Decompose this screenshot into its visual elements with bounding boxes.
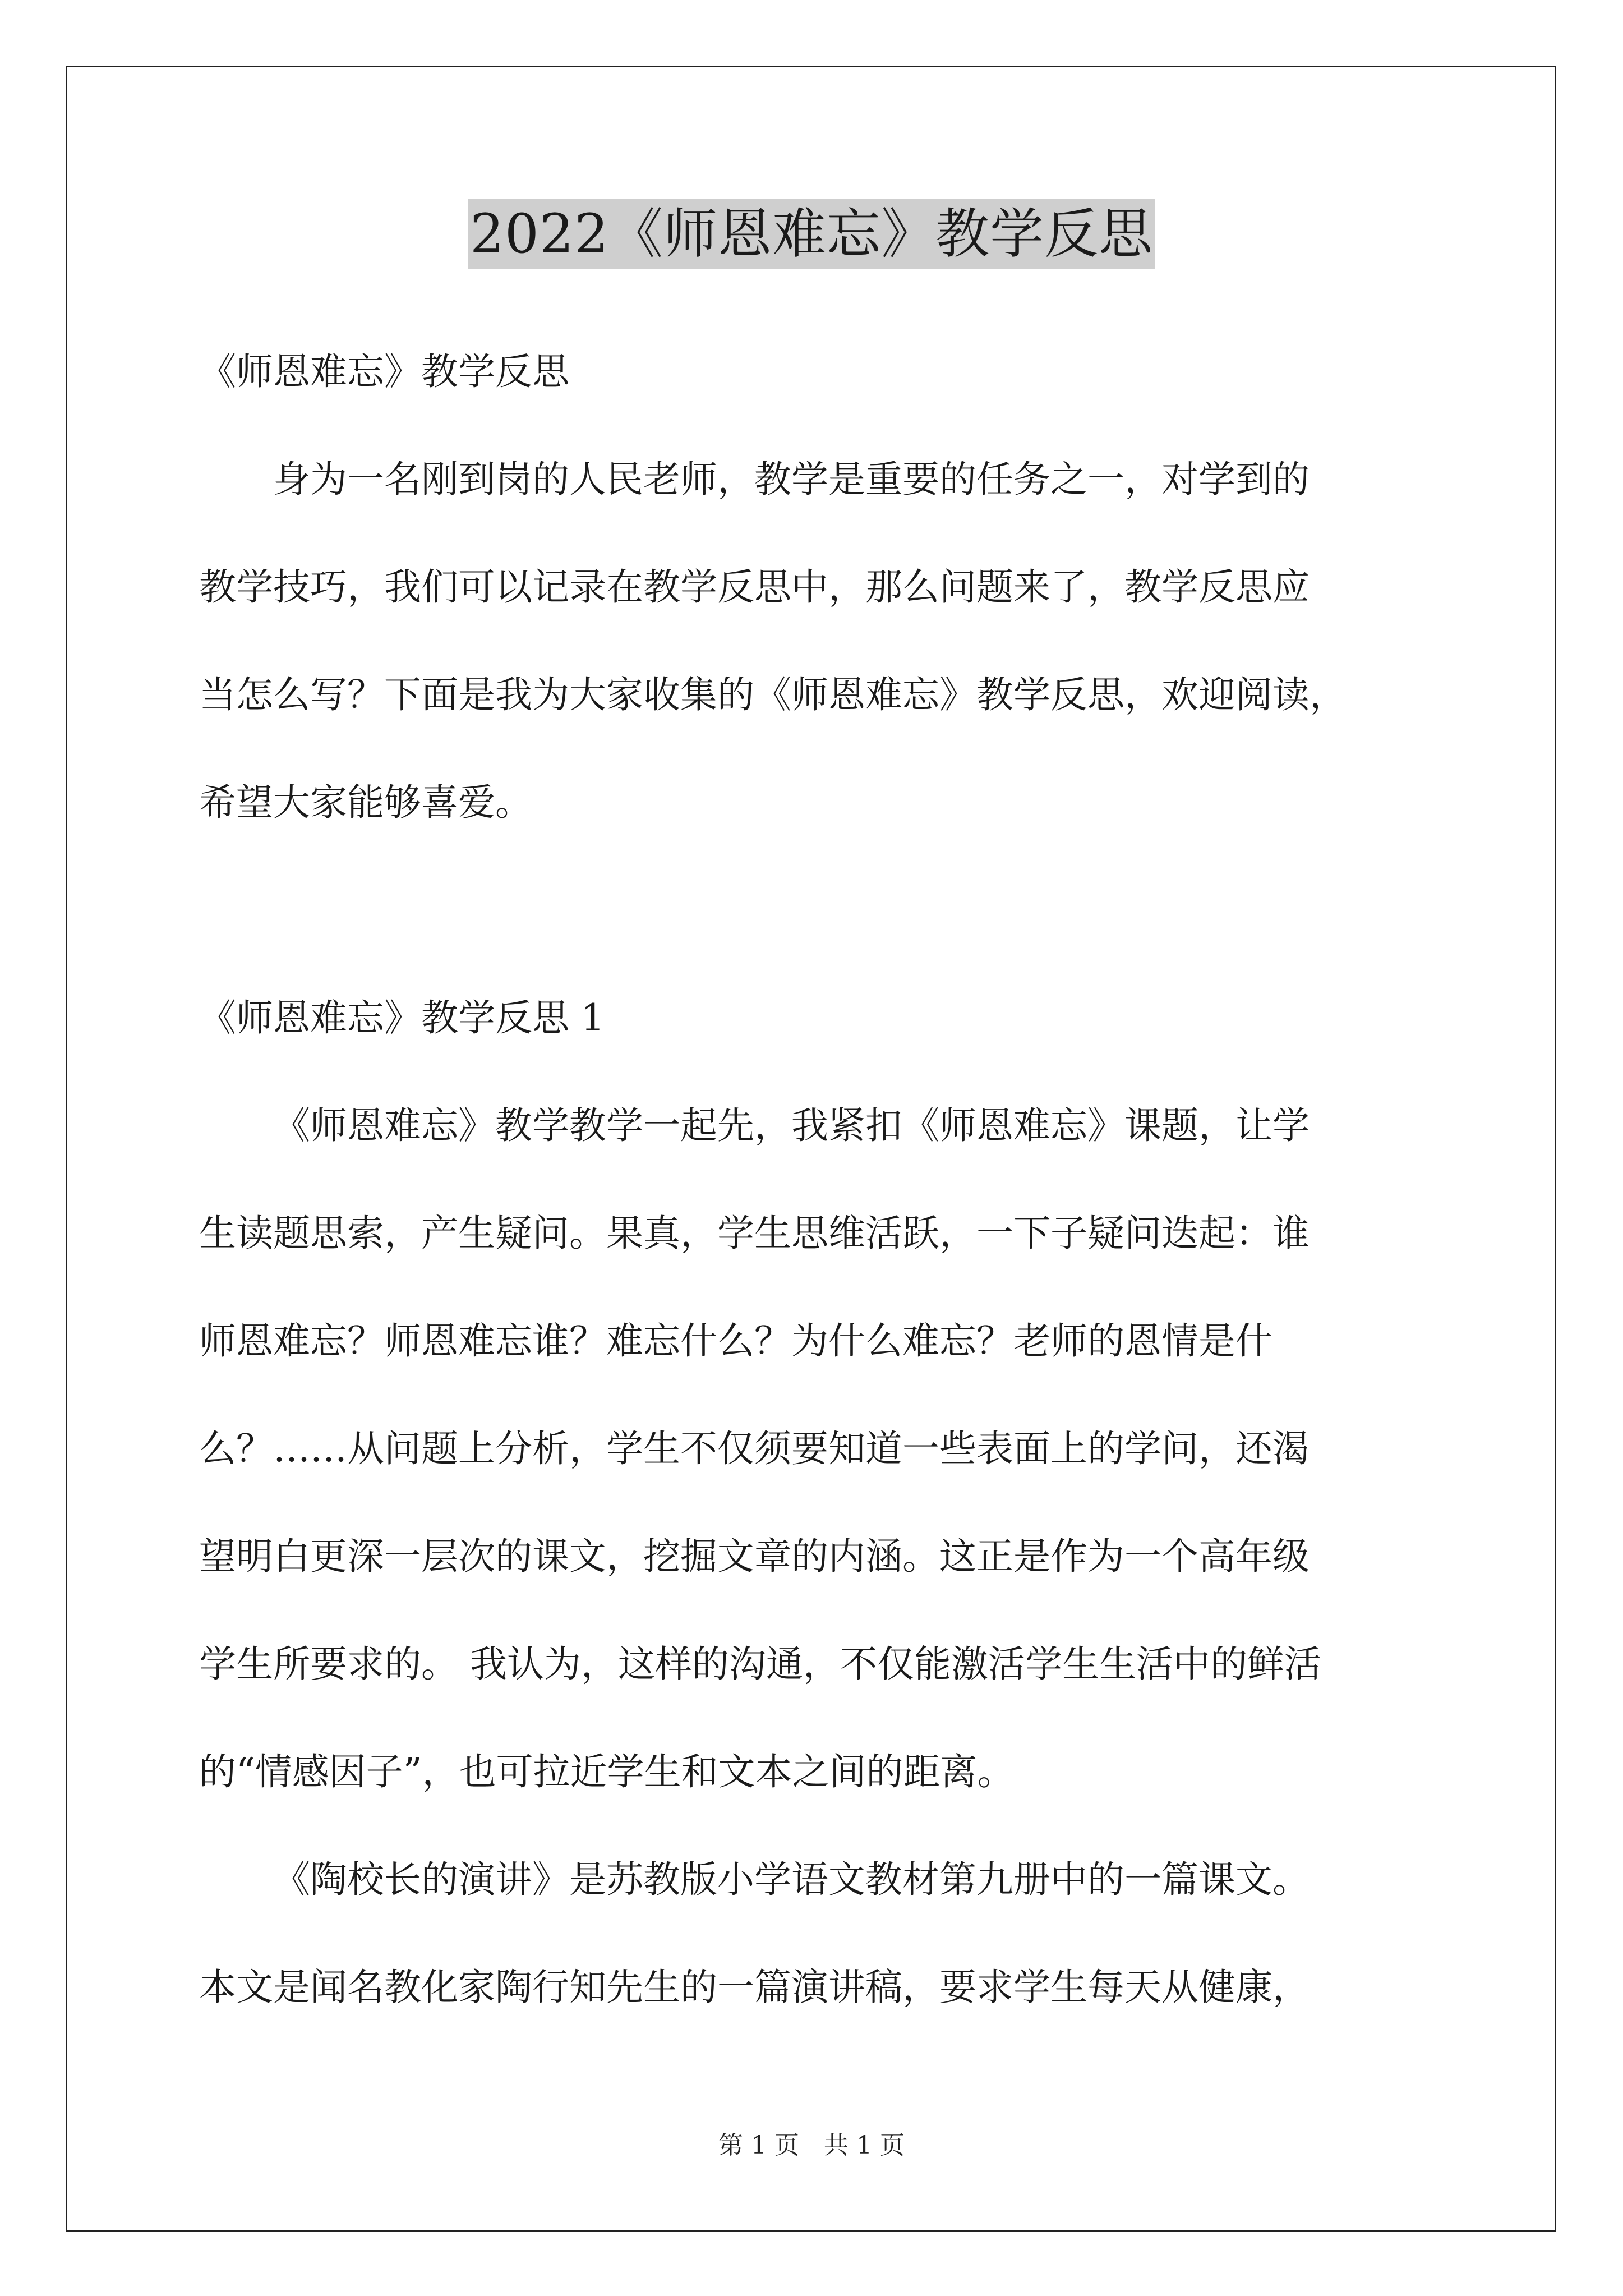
para1-line-6: 学生所要求的。 我认为，这样的沟通，不仅能激活学生生活中的鲜活 xyxy=(199,1642,1321,1686)
section-heading-main: 《师恩难忘》教学反思 xyxy=(199,350,569,393)
para1-line-5: 望明白更深一层次的课文，挖掘文章的内涵。这正是作为一个高年级 xyxy=(199,1535,1310,1578)
para1-line-7: 的“情感因子”，也可拉近学生和文本之间的距离。 xyxy=(199,1750,1015,1793)
para1-line-1: 《师恩难忘》教学教学一起先，我紧扣《师恩难忘》课题，让学 xyxy=(273,1104,1310,1147)
title-container xyxy=(0,199,1623,269)
page-footer: 第 1 页 共 1 页 xyxy=(718,2131,905,2160)
intro-line-2: 教学技巧，我们可以记录在教学反思中，那么问题来了，教学反思应 xyxy=(199,565,1310,609)
para1-line-4: 么？……从问题上分析，学生不仅须要知道一些表面上的学问，还渴 xyxy=(199,1427,1310,1470)
para2-line-1: 《陶校长的演讲》是苏教版小学语文教材第九册中的一篇课文。 xyxy=(273,1858,1310,1901)
intro-paragraph xyxy=(199,453,1433,830)
document-body xyxy=(199,345,1433,2014)
para1-line-2: 生读题思索，产生疑问。果真，学生思维活跃，一下子疑问迭起：谁 xyxy=(199,1212,1310,1255)
section-heading-1: 《师恩难忘》教学反思 1 xyxy=(199,996,605,1039)
intro-line-1: 身为一名刚到岗的人民老师，教学是重要的任务之一，对学到的 xyxy=(273,458,1310,501)
reflection-paragraph-2 xyxy=(199,1853,1433,2014)
para1-line-3: 师恩难忘？师恩难忘谁？难忘什么？为什么难忘？老师的恩情是什 xyxy=(199,1319,1272,1363)
reflection-paragraph-1 xyxy=(199,1099,1433,1799)
para2-line-2: 本文是闻名教化家陶行知先生的一篇演讲稿，要求学生每天从健康， xyxy=(199,1966,1310,2009)
intro-line-3: 当怎么写？下面是我为大家收集的《师恩难忘》教学反思，欢迎阅读， xyxy=(199,673,1347,716)
document-title: 2022《师恩难忘》教学反思 xyxy=(468,199,1155,269)
intro-line-4: 希望大家能够喜爱。 xyxy=(199,781,532,824)
